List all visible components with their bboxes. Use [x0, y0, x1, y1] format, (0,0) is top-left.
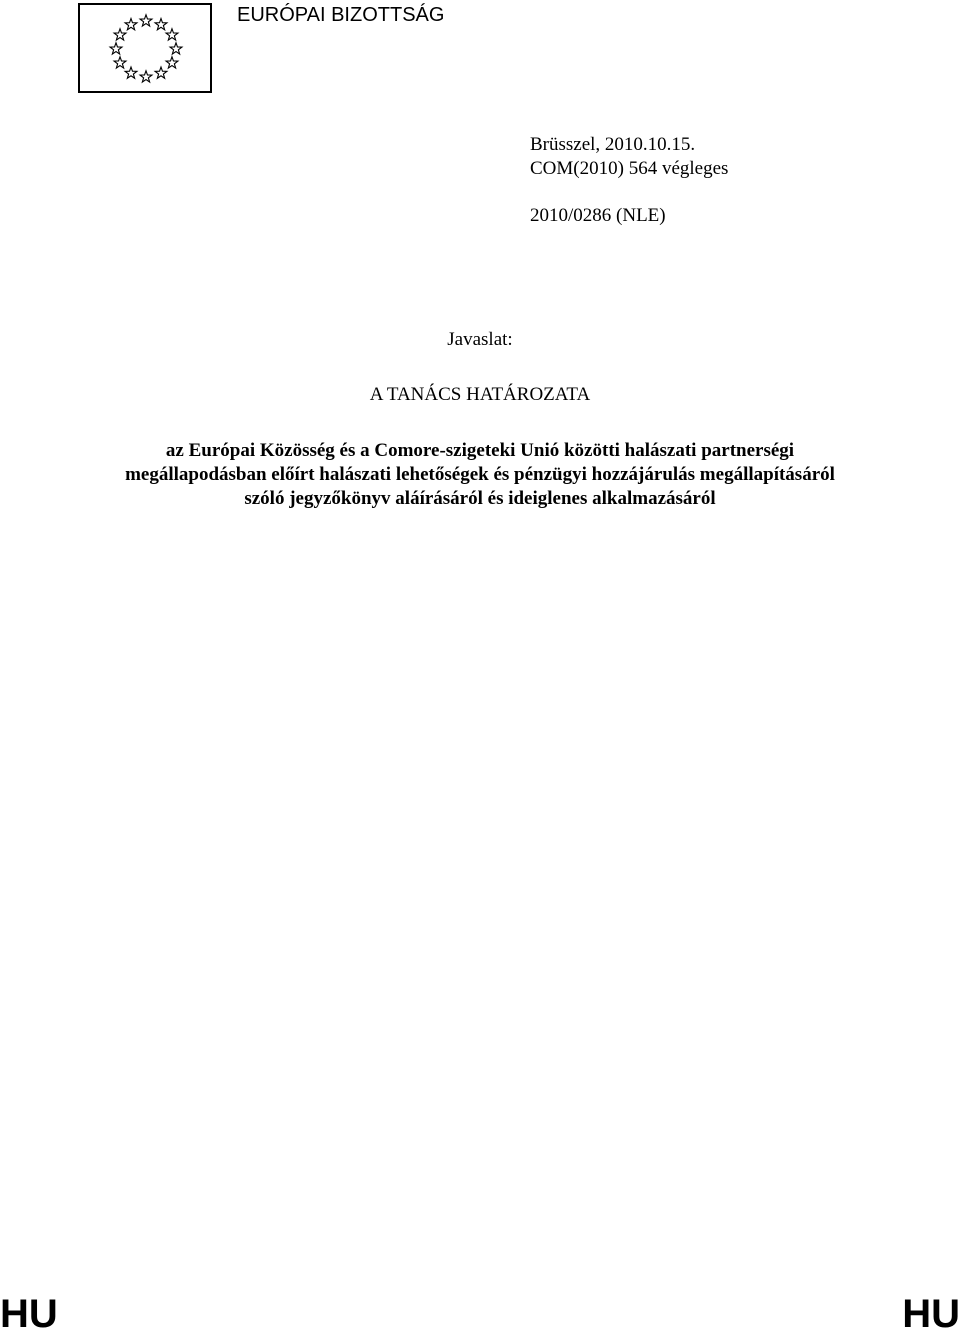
proposal-label: Javaslat:	[447, 329, 513, 350]
star-icon	[140, 15, 152, 26]
place-date: Brüsszel, 2010.10.15.	[530, 134, 696, 155]
procedure-reference: 2010/0286 (NLE)	[530, 205, 666, 226]
star-icon	[166, 57, 178, 68]
star-icon	[140, 71, 152, 82]
star-icon	[125, 19, 137, 30]
subject-line: szóló jegyzőkönyv aláírásáról és ideiglenes alkalmazásáról	[244, 488, 716, 509]
star-icon	[170, 43, 182, 54]
organization-name: EURÓPAI BIZOTTSÁG	[237, 4, 445, 26]
document-title: A TANÁCS HATÁROZATA	[369, 384, 591, 405]
star-icon	[114, 29, 126, 40]
language-code-left: HU	[0, 1292, 58, 1336]
star-icon	[114, 57, 126, 68]
star-icon	[166, 29, 178, 40]
subject-line: az Európai Közösség és a Comore-szigeteki Unió közötti halászati partnerségi	[165, 440, 795, 461]
star-icon	[110, 43, 122, 54]
document-subject	[40, 439, 920, 511]
language-code-right: HU	[902, 1292, 960, 1336]
eu-flag-logo	[78, 3, 212, 93]
subject-line: megállapodásban előírt halászati lehetőségek és pénzügyi hozzájárulás megállapításáról	[125, 464, 835, 485]
star-icon	[155, 67, 167, 78]
eu-flag-stars-icon	[80, 5, 210, 91]
star-icon	[125, 67, 137, 78]
star-icon	[155, 19, 167, 30]
com-reference: COM(2010) 564 végleges	[530, 158, 729, 179]
